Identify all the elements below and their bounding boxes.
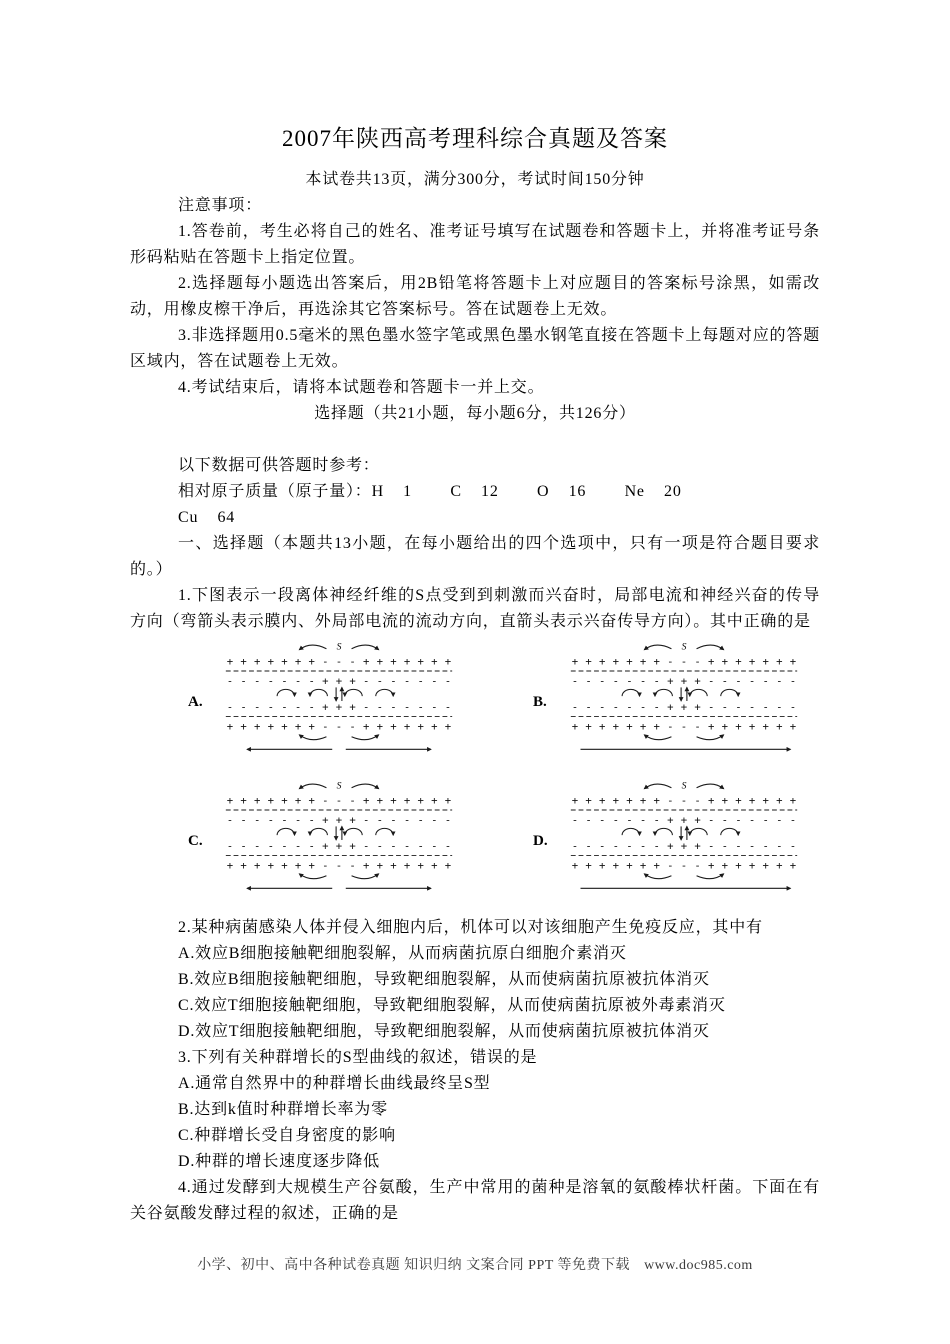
question-2-text: 2.某种病菌感染人体并侵入细胞内后，机体可以对该细胞产生免疫反应，其中有: [178, 919, 763, 936]
nerve-fiber-diagram: [218, 780, 460, 898]
svg-text:- - - - - - - + + + - - - - -: - - - - - - - + + + - - - - - - -: [226, 674, 452, 688]
figure-option-c: [188, 780, 533, 903]
nerve-fiber-diagram-a: [218, 641, 460, 764]
selection-section-header: 选择题（共21小题，每小题6分，共126分）: [314, 405, 636, 422]
question-3-option-d: D.种群的增长速度逐步降低: [178, 1153, 380, 1170]
exam-info-line: 本试卷共13页，满分300分，考试时间150分钟: [305, 171, 645, 188]
notice-item-2: 2.选择题每小题选出答案后，用2B铅笔将答题卡上对应题目的答案标号涂黑，如需改动，用橡皮檫干净后，再选涂其它答案标号。答在试题卷上无效。: [130, 275, 820, 318]
figure-option-label: B.: [533, 694, 547, 710]
spacer: [130, 427, 820, 453]
figure-option-a: [188, 641, 533, 764]
question-2-option-d: D.效应T细胞接触靶细胞，导致靶细胞裂解，从而使病菌抗原被抗体消灭: [178, 1023, 710, 1040]
nerve-fiber-diagram-b: [563, 641, 805, 764]
atomic-mass-line-1: 相对原子质量（原子量）：H 1 C 12 O 16 Ne 20: [178, 483, 682, 500]
figure-option-label: A.: [188, 694, 203, 710]
figure-option-label: D.: [533, 833, 548, 849]
nerve-fiber-diagram: [563, 780, 805, 898]
footer-note: 小学、初中、高中各种试卷真题 知识归纳 文案合同 PPT 等免费下载: [197, 1258, 631, 1273]
question-1-text: 1.下图表示一段离体神经纤维的S点受到到刺激而兴奋时，局部电流和神经兴奋的传导方向（弯箭头表示膜内、外局部电流的流动方向，直箭头表示兴奋传导方向）。其中正确的是: [130, 587, 820, 630]
svg-text:- - - - - - - + + + - - - - -: - - - - - - - + + + - - - - - - -: [226, 839, 452, 853]
question-3-option-b: B.达到k值时种群增长率为零: [178, 1101, 388, 1118]
svg-text:- - - - - - - + + + - - - - -: - - - - - - - + + + - - - - - - -: [226, 813, 452, 827]
nerve-fiber-diagram-c: [218, 780, 460, 903]
notice-item-4: 4.考试结束后，请将本试题卷和答题卡一并上交。: [178, 379, 545, 396]
svg-text:+ + + + + + + - - - + + + + +: + + + + + + + - - - + + + + + + +: [571, 858, 797, 872]
nerve-fiber-diagram: [563, 641, 805, 759]
question-2-option-a: A.效应B细胞接触靶细胞裂解，从而病菌抗原白细胞介素消灭: [178, 945, 627, 962]
s-point-label: S: [681, 780, 687, 792]
s-point-label: S: [681, 641, 687, 653]
figure-option-d: [533, 780, 878, 903]
s-point-label: S: [336, 641, 342, 653]
page-title: 2007年陕西高考理科综合真题及答案: [282, 126, 668, 151]
s-point-label: S: [336, 780, 342, 792]
question-4-text: 4.通过发酵到大规模生产谷氨酸，生产中常用的菌种是溶氧的氨酸棒状杆菌。下面在有关谷氨酸发酵过程的叙述，正确的是: [130, 1179, 820, 1222]
question-2-option-b: B.效应B细胞接触靶细胞，导致靶细胞裂解，从而使病菌抗原被抗体消灭: [178, 971, 710, 988]
question-1-figure: [188, 641, 820, 903]
question-3-option-a: A.通常自然界中的种群增长曲线最终呈S型: [178, 1075, 491, 1092]
svg-text:+ + + + + + + - - - + + + + +: + + + + + + + - - - + + + + + + +: [571, 655, 797, 669]
svg-text:+ + + + + + + - - - + + + + +: + + + + + + + - - - + + + + + + +: [226, 719, 452, 733]
question-2-option-c: C.效应T细胞接触靶细胞，导致靶细胞裂解，从而使病菌抗原被外毒素消灭: [178, 997, 726, 1014]
svg-text:+ + + + + + + - - - + + + + +: + + + + + + + - - - + + + + + + +: [226, 655, 452, 669]
figure-option-label: C.: [188, 833, 203, 849]
notice-item-3: 3.非选择题用0.5毫米的黑色墨水签字笔或黑色墨水钢笔直接在答题卡上每题对应的答题区域内，答在试题卷上无效。: [130, 327, 820, 370]
reference-data-note: 以下数据可供答题时参考：: [178, 457, 380, 474]
svg-text:- - - - - - - + + + - - - - -: - - - - - - - + + + - - - - - - -: [571, 813, 797, 827]
svg-text:- - - - - - - + + + - - - - -: - - - - - - - + + + - - - - - - -: [571, 700, 797, 714]
svg-text:- - - - - - - + + + - - - - -: - - - - - - - + + + - - - - - - -: [571, 839, 797, 853]
svg-text:+ + + + + + + - - - + + + + +: + + + + + + + - - - + + + + + + +: [226, 794, 452, 808]
svg-text:- - - - - - - + + + - - - - -: - - - - - - - + + + - - - - - - -: [226, 700, 452, 714]
nerve-fiber-diagram-d: [563, 780, 805, 903]
svg-text:- - - - - - - + + + - - - - -: - - - - - - - + + + - - - - - - -: [571, 674, 797, 688]
notice-heading: 注意事项：: [178, 197, 263, 214]
footer-url[interactable]: www.doc985.com: [644, 1258, 753, 1273]
nerve-fiber-diagram: [218, 641, 460, 759]
page-footer: [0, 1254, 950, 1274]
section-one-heading: 一、选择题（本题共13小题，在每小题给出的四个选项中，只有一项是符合题目要求的。）: [130, 535, 820, 578]
question-3-text: 3.下列有关种群增长的S型曲线的叙述，错误的是: [178, 1049, 538, 1066]
question-3-option-c: C.种群增长受自身密度的影响: [178, 1127, 396, 1144]
figure-option-b: [533, 641, 878, 764]
svg-text:+ + + + + + + - - - + + + + +: + + + + + + + - - - + + + + + + +: [226, 858, 452, 872]
notice-item-1: 1.答卷前，考生必将自己的姓名、准考证号填写在试题卷和答题卡上，并将准考证号条形码粘贴在答题卡上指定位置。: [130, 223, 820, 266]
svg-text:+ + + + + + + - - - + + + + +: + + + + + + + - - - + + + + + + +: [571, 794, 797, 808]
atomic-mass-line-2: Cu 64: [178, 509, 236, 526]
svg-text:+ + + + + + + - - - + + + + +: + + + + + + + - - - + + + + + + +: [571, 719, 797, 733]
